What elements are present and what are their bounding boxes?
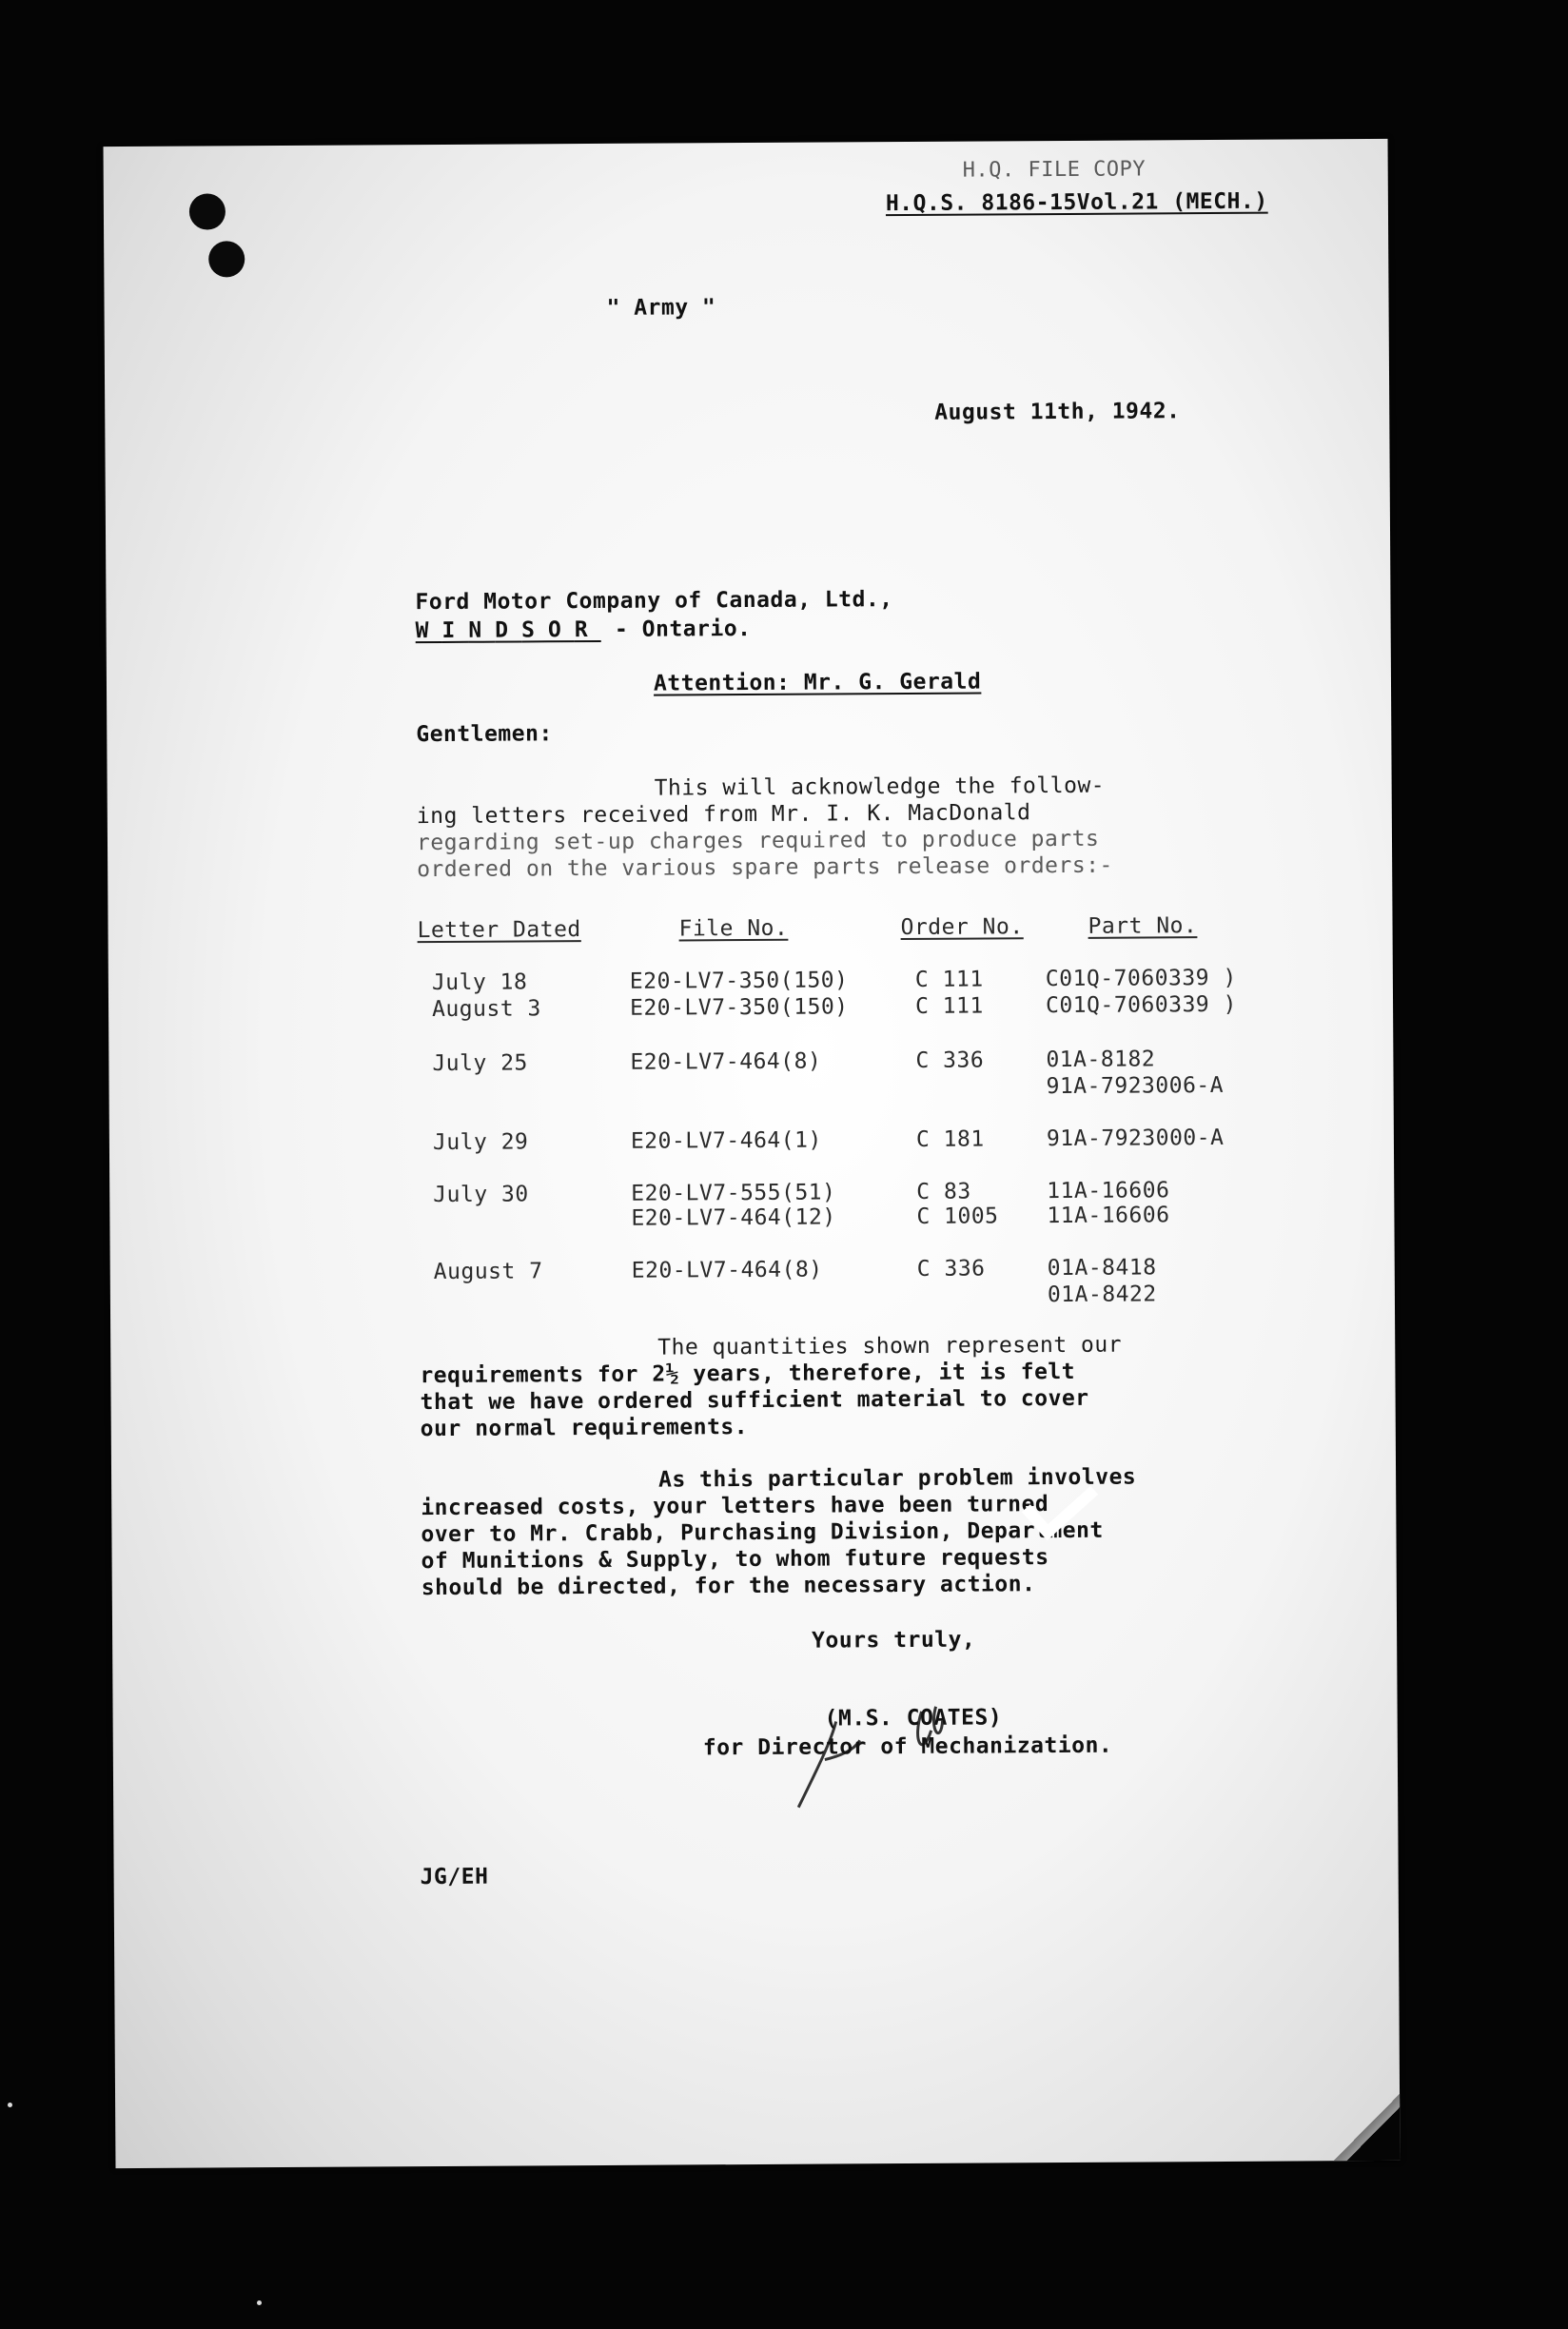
- header-part-no: Part No.: [1088, 913, 1198, 939]
- cell-file: E20-LV7-350(150): [629, 994, 849, 1021]
- signatory-title: for Director of Mechanization.: [702, 1732, 1113, 1761]
- scan-speck: [257, 2300, 262, 2305]
- closing: Yours truly,: [812, 1627, 976, 1654]
- cell-part: 11A-16606: [1047, 1178, 1170, 1204]
- recipient-city: WINDSOR: [415, 616, 601, 644]
- punch-hole-bottom: [208, 241, 245, 277]
- file-copy-stamp: H.Q. FILE COPY: [962, 157, 1147, 183]
- cell-part: 01A-8422: [1047, 1282, 1157, 1308]
- cell-order: C 181: [915, 1126, 985, 1152]
- cell-part: 91A-7923000-A: [1046, 1125, 1225, 1152]
- cell-file: E20-LV7-350(150): [629, 968, 849, 994]
- paragraph-line: As this particular problem involves: [658, 1464, 1137, 1493]
- cell-part: 01A-8182: [1046, 1047, 1156, 1073]
- intro-line: regarding set-up charges required to produce parts: [416, 826, 1100, 856]
- header-order-no: Order No.: [900, 914, 1024, 941]
- salutation: Gentlemen:: [416, 721, 553, 748]
- folded-corner: [1333, 2094, 1400, 2161]
- cell-order: C 111: [914, 993, 984, 1019]
- cell-part: 91A-7923006-A: [1046, 1072, 1225, 1100]
- cell-date: July 29: [432, 1129, 529, 1156]
- intro-line: This will acknowledge the follow-: [654, 773, 1106, 801]
- paragraph-line: that we have ordered sufficient material to cover: [420, 1385, 1089, 1416]
- cell-date: August 7: [433, 1259, 543, 1285]
- cell-file: E20-LV7-464(12): [631, 1204, 836, 1231]
- cell-order: C 1005: [916, 1204, 999, 1229]
- file-number: H.Q.S. 8186-15Vol.21 (MECH.): [885, 188, 1268, 217]
- header-letter-dated: Letter Dated: [417, 917, 581, 944]
- cell-date: July 25: [432, 1050, 528, 1077]
- intro-line: ing letters received from Mr. I. K. MacDonald: [416, 800, 1031, 830]
- cell-date: July 18: [431, 969, 528, 996]
- recipient-location: [416, 616, 752, 643]
- paragraph-line: The quantities shown represent our: [657, 1332, 1123, 1360]
- attention-line: Attention: Mr. G. Gerald: [653, 669, 982, 696]
- cell-date: August 3: [431, 996, 541, 1023]
- recipient-province: - Ontario.: [614, 616, 752, 642]
- scan-speck: [8, 2103, 12, 2107]
- document-page: [104, 139, 1401, 2168]
- paragraph-line: of Munitions & Supply, to whom future requests: [421, 1545, 1049, 1575]
- cell-part: C01Q-7060339 ): [1045, 991, 1238, 1019]
- cell-order: C 336: [915, 1047, 985, 1073]
- typist-initials: JG/EH: [420, 1864, 489, 1890]
- letter-date: August 11th, 1942.: [934, 399, 1181, 425]
- cell-order: C 111: [914, 967, 984, 992]
- cell-part: 01A-8418: [1047, 1255, 1157, 1282]
- paragraph-line: should be directed, for the necessary action.: [421, 1572, 1036, 1601]
- cell-part: 11A-16606: [1047, 1203, 1170, 1229]
- cell-file: E20-LV7-464(8): [631, 1257, 823, 1283]
- cell-date: July 30: [433, 1182, 529, 1208]
- punch-hole-top: [189, 193, 225, 229]
- cell-part: C01Q-7060339 ): [1045, 965, 1237, 992]
- signatory-name: (M.S. COATES): [824, 1705, 1003, 1732]
- paragraph-line: our normal requirements.: [420, 1415, 749, 1442]
- cell-file: E20-LV7-464(1): [630, 1127, 822, 1154]
- cell-file: E20-LV7-464(8): [630, 1048, 822, 1075]
- header-file-no: File No.: [678, 915, 789, 942]
- cell-order: C 336: [916, 1256, 986, 1282]
- intro-line: ordered on the various spare parts release orders:-: [417, 852, 1113, 883]
- cell-order: C 83: [916, 1179, 971, 1204]
- army-heading: " Army ": [606, 295, 716, 321]
- cell-file: E20-LV7-555(51): [631, 1180, 836, 1206]
- paragraph-line: increased costs, your letters have been turned: [421, 1492, 1049, 1521]
- paragraph-line: over to Mr. Crabb, Purchasing Division, Department: [421, 1517, 1104, 1548]
- recipient-company: Ford Motor Company of Canada, Ltd.,: [415, 587, 893, 616]
- paragraph-line: requirements for 2½ years, therefore, it is felt: [420, 1359, 1076, 1389]
